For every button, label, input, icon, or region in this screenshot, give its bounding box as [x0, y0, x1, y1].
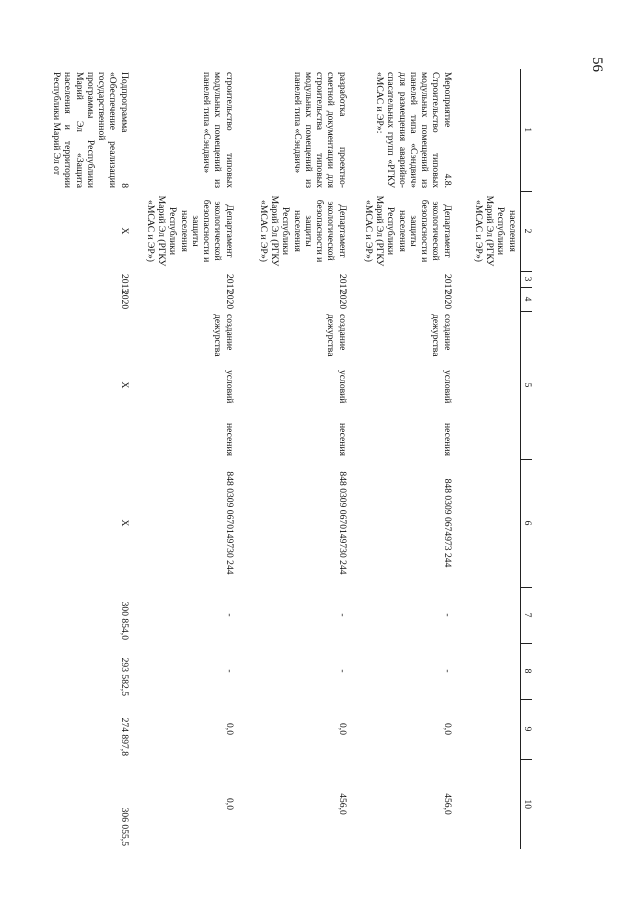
budget-table — [48, 69, 532, 849]
cell-result: создание условий несения дежурства — [430, 314, 453, 456]
cell-name: строительство типовых модульных помещений из панелей типа «Сэндвич» — [201, 72, 235, 188]
cell-value-9: 0,0 — [223, 723, 235, 735]
cell-value-9: 0,0 — [441, 723, 453, 735]
col-header-9: 9 — [520, 699, 532, 759]
cell-value-7 — [455, 587, 521, 643]
cell-value-8: - — [336, 669, 348, 673]
cell-start-year: 2017 — [441, 274, 453, 294]
cell-budget-code: Х — [118, 519, 130, 527]
page-number: 56 — [589, 57, 605, 72]
cell-executor: Х — [118, 227, 130, 235]
cell-start-year: 2017 — [336, 274, 348, 294]
table-row — [132, 69, 237, 849]
col-header-1: 1 — [520, 69, 532, 191]
cell-budget-code: 848 0309 0670149730 244 — [336, 471, 348, 575]
cell-name — [455, 69, 521, 191]
rotated-table-area — [50, 69, 532, 849]
cell-value-7: - — [441, 613, 453, 617]
cell-value-10: 456,0 — [336, 793, 348, 815]
cell-result: Х — [118, 381, 130, 389]
cell-value-10: 456,0 — [441, 793, 453, 815]
cell-value-8: - — [441, 669, 453, 673]
cell-end-year: 2020 — [223, 290, 235, 310]
cell-start-year: 2013 — [118, 274, 130, 294]
cell-executor: Департамент экологической безопасности и защиты населения Республики Марий Эл (РГКУ «МСАС и ЭР») — [257, 195, 348, 267]
table-row — [455, 69, 521, 849]
cell-end-year: 2020 — [118, 290, 130, 310]
cell-budget-code — [455, 459, 521, 587]
cell-value-9 — [455, 699, 521, 759]
cell-value-9: 274 897,8 — [118, 717, 130, 756]
cell-end-year — [455, 287, 521, 311]
cell-value-10 — [455, 759, 521, 849]
column-number-row — [520, 69, 532, 849]
cell-budget-code: 848 0309 0674973 244 — [441, 478, 453, 568]
cell-budget-code: 848 0309 0670149730 244 — [223, 471, 235, 575]
col-header-5: 5 — [520, 311, 532, 459]
cell-value-7: - — [223, 613, 235, 617]
cell-executor: Департамент экологической безопасности и защиты населения Республики Марий Эл (РГКУ «МСАС и ЭР») — [144, 195, 235, 267]
cell-value-8: 293 582,5 — [118, 657, 130, 696]
cell-end-year: 2020 — [441, 290, 453, 310]
col-header-2: 2 — [520, 191, 532, 271]
cell-executor: населения Республики Марий Эл (РГКУ «МСАС и ЭР») — [472, 195, 518, 267]
col-header-6: 6 — [520, 459, 532, 587]
col-header-10: 10 — [520, 759, 532, 849]
cell-value-10: 306 055,5 — [118, 807, 130, 846]
cell-result: создание условий несения дежурства — [212, 314, 235, 456]
cell-name: разработка проектно-сметной документации для строительства типовых модульных помещений из панелей типа «Сэндвич» — [291, 72, 348, 188]
table-row — [48, 69, 132, 849]
cell-result: создание условий несения дежурства — [325, 314, 348, 456]
col-header-4: 4 — [520, 287, 532, 311]
cell-start-year — [455, 271, 521, 287]
col-header-3: 3 — [520, 271, 532, 287]
cell-result — [455, 311, 521, 459]
cell-value-8 — [455, 643, 521, 699]
cell-executor: Департамент экологической безопасности и защиты населения Республики Марий Эл (РГКУ «МСАС и ЭР») — [362, 195, 453, 267]
cell-name: Мероприятие 4.8. Строительство типовых модульных помещений из панелей типа «Сэндвич» для размещения аварийно-спасательных групп «РГКУ «МСАС и ЭР»: — [373, 72, 453, 188]
table-row — [237, 69, 350, 849]
cell-value-10: 0,0 — [223, 798, 235, 810]
cell-value-7: 300 854,0 — [118, 601, 130, 640]
cell-value-7: - — [336, 613, 348, 617]
cell-end-year: 2020 — [336, 290, 348, 310]
col-header-8: 8 — [520, 643, 532, 699]
cell-value-9: 0,0 — [336, 723, 348, 735]
col-header-7: 7 — [520, 587, 532, 643]
cell-value-8: - — [223, 669, 235, 673]
cell-start-year: 2017 — [223, 274, 235, 294]
table-row — [350, 69, 455, 849]
cell-name: Подпрограмма 8 «Обеспечение реализации государственной программы Республики Марий Эл «Защита населения и территории Республики Марий Эл от — [50, 72, 130, 188]
